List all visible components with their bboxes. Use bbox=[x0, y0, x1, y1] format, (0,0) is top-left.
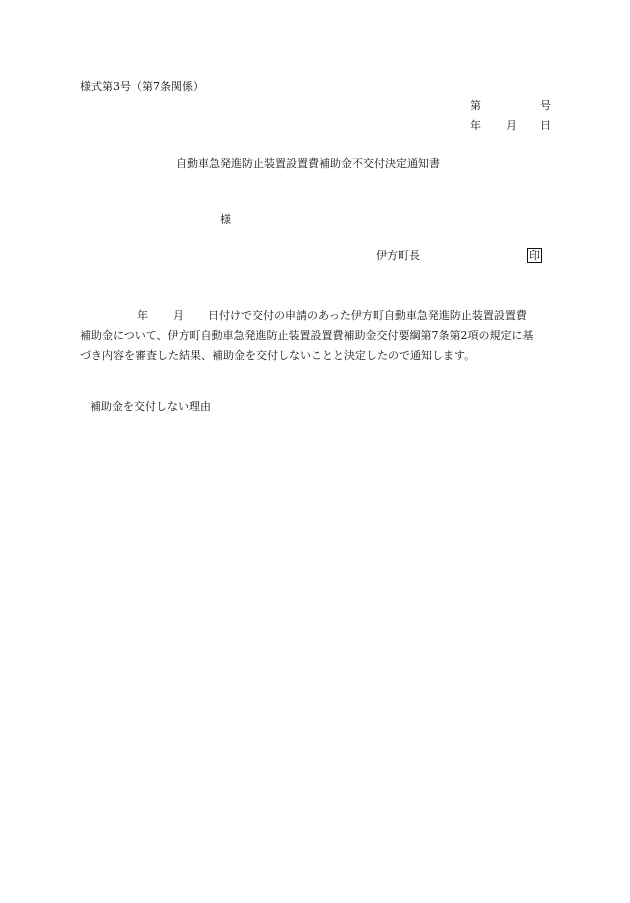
notice-body-line-2: 補助金について、伊方町自動車急発進防止装置設置費補助金交付要綱第7条第2項の規定に基 bbox=[80, 329, 534, 342]
seal-stamp: 印 bbox=[529, 249, 540, 262]
notice-body-line-3: づき内容を審査した結果、補助金を交付しないことと決定したので通知します。 bbox=[80, 349, 476, 362]
issuer-name: 伊方町長 bbox=[376, 249, 420, 262]
body-date-month: 月 bbox=[173, 309, 184, 322]
body-date-year: 年 bbox=[137, 309, 148, 322]
date-month-label: 月 bbox=[506, 119, 517, 132]
addressee-suffix: 様 bbox=[220, 213, 231, 226]
reason-label: 補助金を交付しない理由 bbox=[90, 400, 211, 413]
document-title: 自動車急発進防止装置設置費補助金不交付決定通知書 bbox=[176, 157, 440, 170]
date-year-label: 年 bbox=[470, 119, 481, 132]
notice-body bbox=[80, 306, 552, 366]
body-text-line-1: 日付けで交付の申請のあった伊方町自動車急発進防止装置設置費 bbox=[208, 309, 527, 322]
document-number-suffix: 号 bbox=[540, 99, 551, 112]
date-day-label: 日 bbox=[540, 119, 551, 132]
notice-body-line-1 bbox=[80, 306, 552, 326]
form-number: 様式第3号（第7条関係） bbox=[80, 80, 204, 93]
document-number-prefix: 第 bbox=[470, 99, 481, 112]
